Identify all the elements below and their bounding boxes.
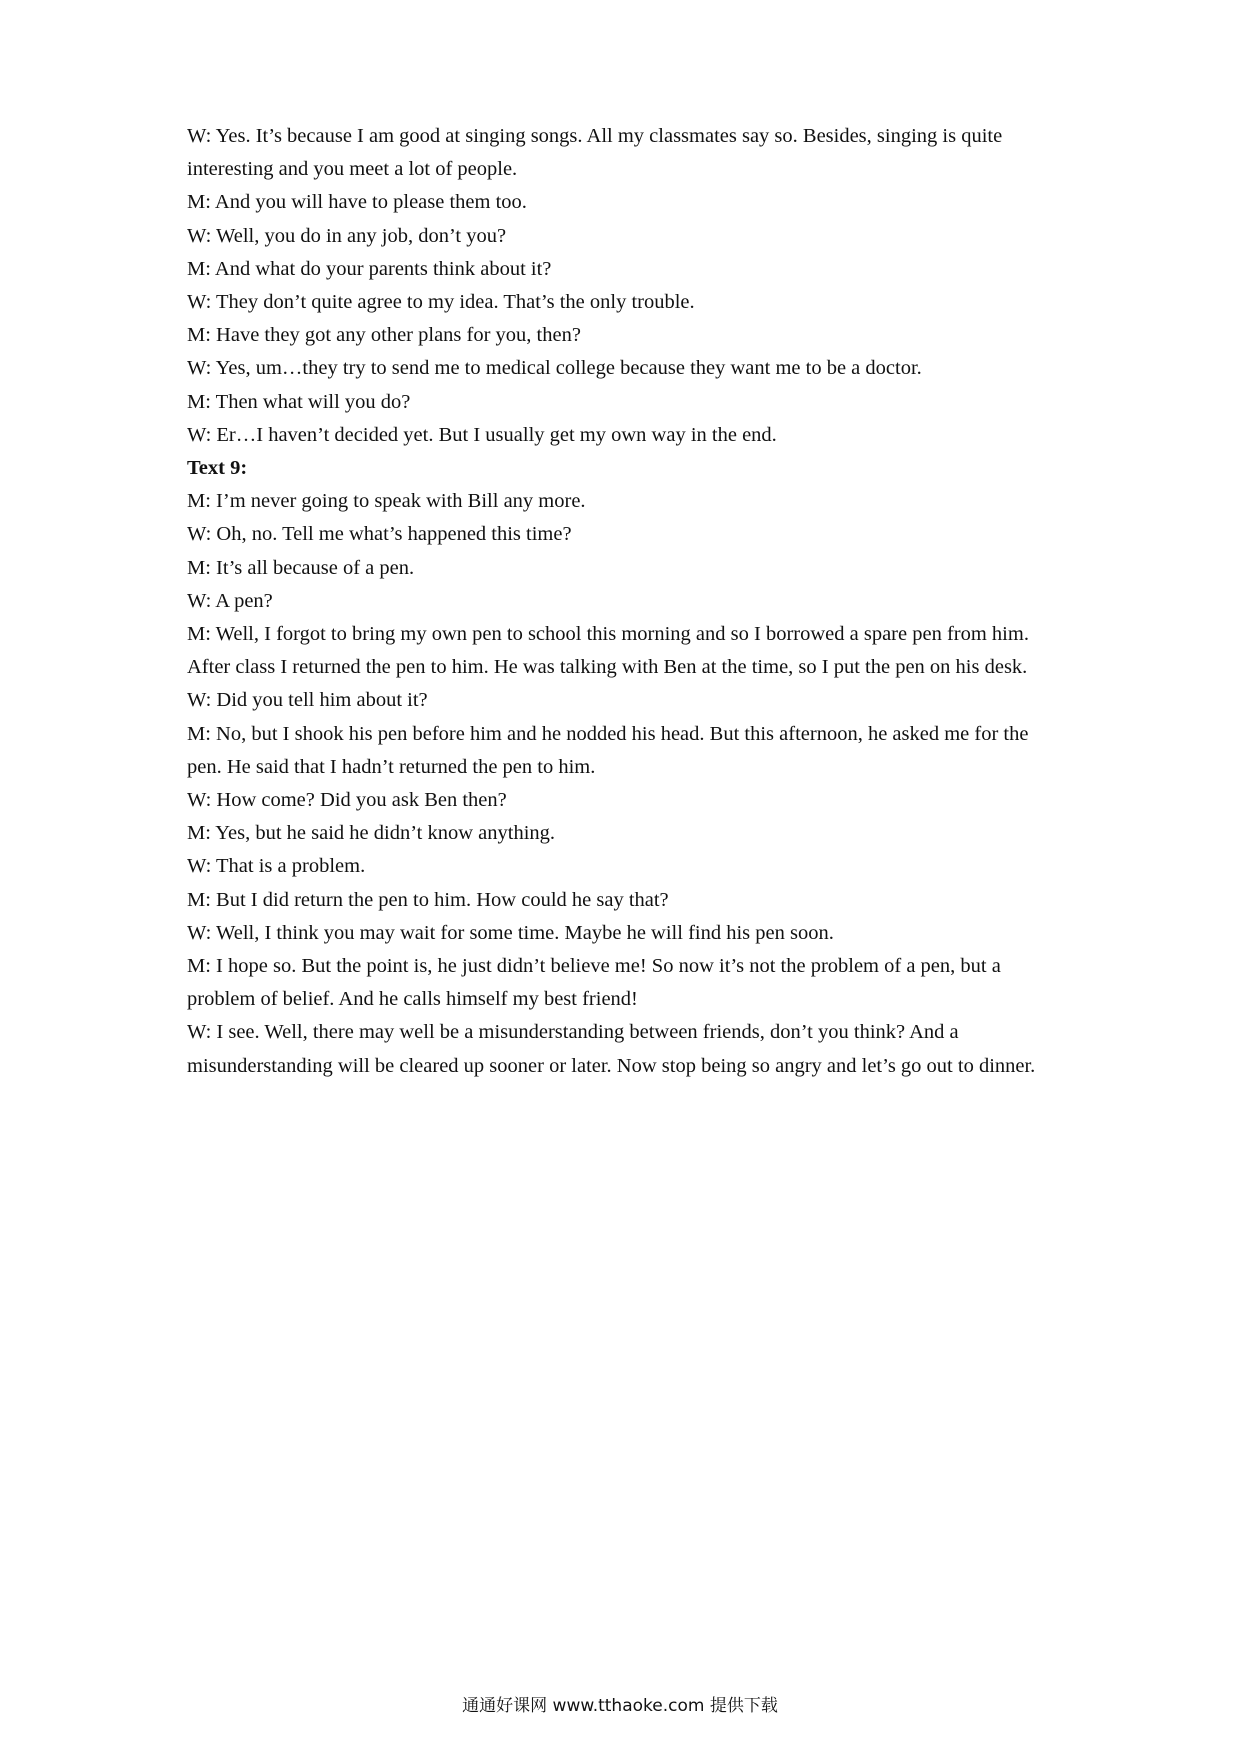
dialogue-line: W: Did you tell him about it? — [187, 689, 428, 712]
dialogue-line: M: And you will have to please them too. — [187, 191, 527, 214]
dialogue-line: M: Then what will you do? — [187, 390, 411, 413]
dialogue-line: W: That is a problem. — [187, 855, 366, 878]
dialogue-line: W: Yes. It’s because I am good at singing songs. All my classmates say so. Besides, singing is quite interesting and you meet a lot of people. — [187, 125, 1003, 181]
dialogue-line: W: A pen? — [187, 589, 273, 612]
dialogue-line: M: I hope so. But the point is, he just didn’t believe me! So now it’s not the problem of a pen, but a problem of belief. And he calls himself my best friend! — [187, 955, 1001, 1011]
dialogue-line: W: Yes, um…they try to send me to medical college because they want me to be a doctor. — [187, 357, 922, 380]
dialogue-line: W: How come? Did you ask Ben then? — [187, 789, 507, 812]
dialogue-line: M: It’s all because of a pen. — [187, 556, 415, 579]
section-heading: Text 9: — [187, 457, 248, 480]
dialogue-line: M: And what do your parents think about it? — [187, 257, 552, 280]
document-body — [187, 120, 1067, 1083]
dialogue-line: W: They don’t quite agree to my idea. That’s the only trouble. — [187, 291, 695, 314]
dialogue-line: M: Yes, but he said he didn’t know anything. — [187, 822, 556, 845]
dialogue-line: W: Er…I haven’t decided yet. But I usually get my own way in the end. — [187, 423, 777, 446]
dialogue-line: W: Well, you do in any job, don’t you? — [187, 224, 507, 247]
dialogue-line: M: But I did return the pen to him. How could he say that? — [187, 888, 669, 911]
dialogue-line: W: I see. Well, there may well be a misunderstanding between friends, don’t you think? And a misunderstanding will be cleared up sooner or later. Now stop being so angry and let’s go out to dinner. — [187, 1021, 1036, 1077]
dialogue-line: M: Have they got any other plans for you, then? — [187, 324, 581, 347]
dialogue-line: W: Oh, no. Tell me what’s happened this time? — [187, 523, 572, 546]
dialogue-line: M: Well, I forgot to bring my own pen to school this morning and so I borrowed a spare pen from him. After class I returned the pen to him. He was talking with Ben at the time, so I put the pen on his desk. — [187, 623, 1029, 679]
dialogue-line: M: I’m never going to speak with Bill any more. — [187, 490, 586, 513]
dialogue-line: W: Well, I think you may wait for some time. Maybe he will find his pen soon. — [187, 921, 834, 944]
page-footer: 通通好课网 www.tthaoke.com 提供下载 — [462, 1696, 778, 1716]
dialogue-line: M: No, but I shook his pen before him and he nodded his head. But this afternoon, he asked me for the pen. He said that I hadn’t returned the pen to him. — [187, 722, 1029, 778]
